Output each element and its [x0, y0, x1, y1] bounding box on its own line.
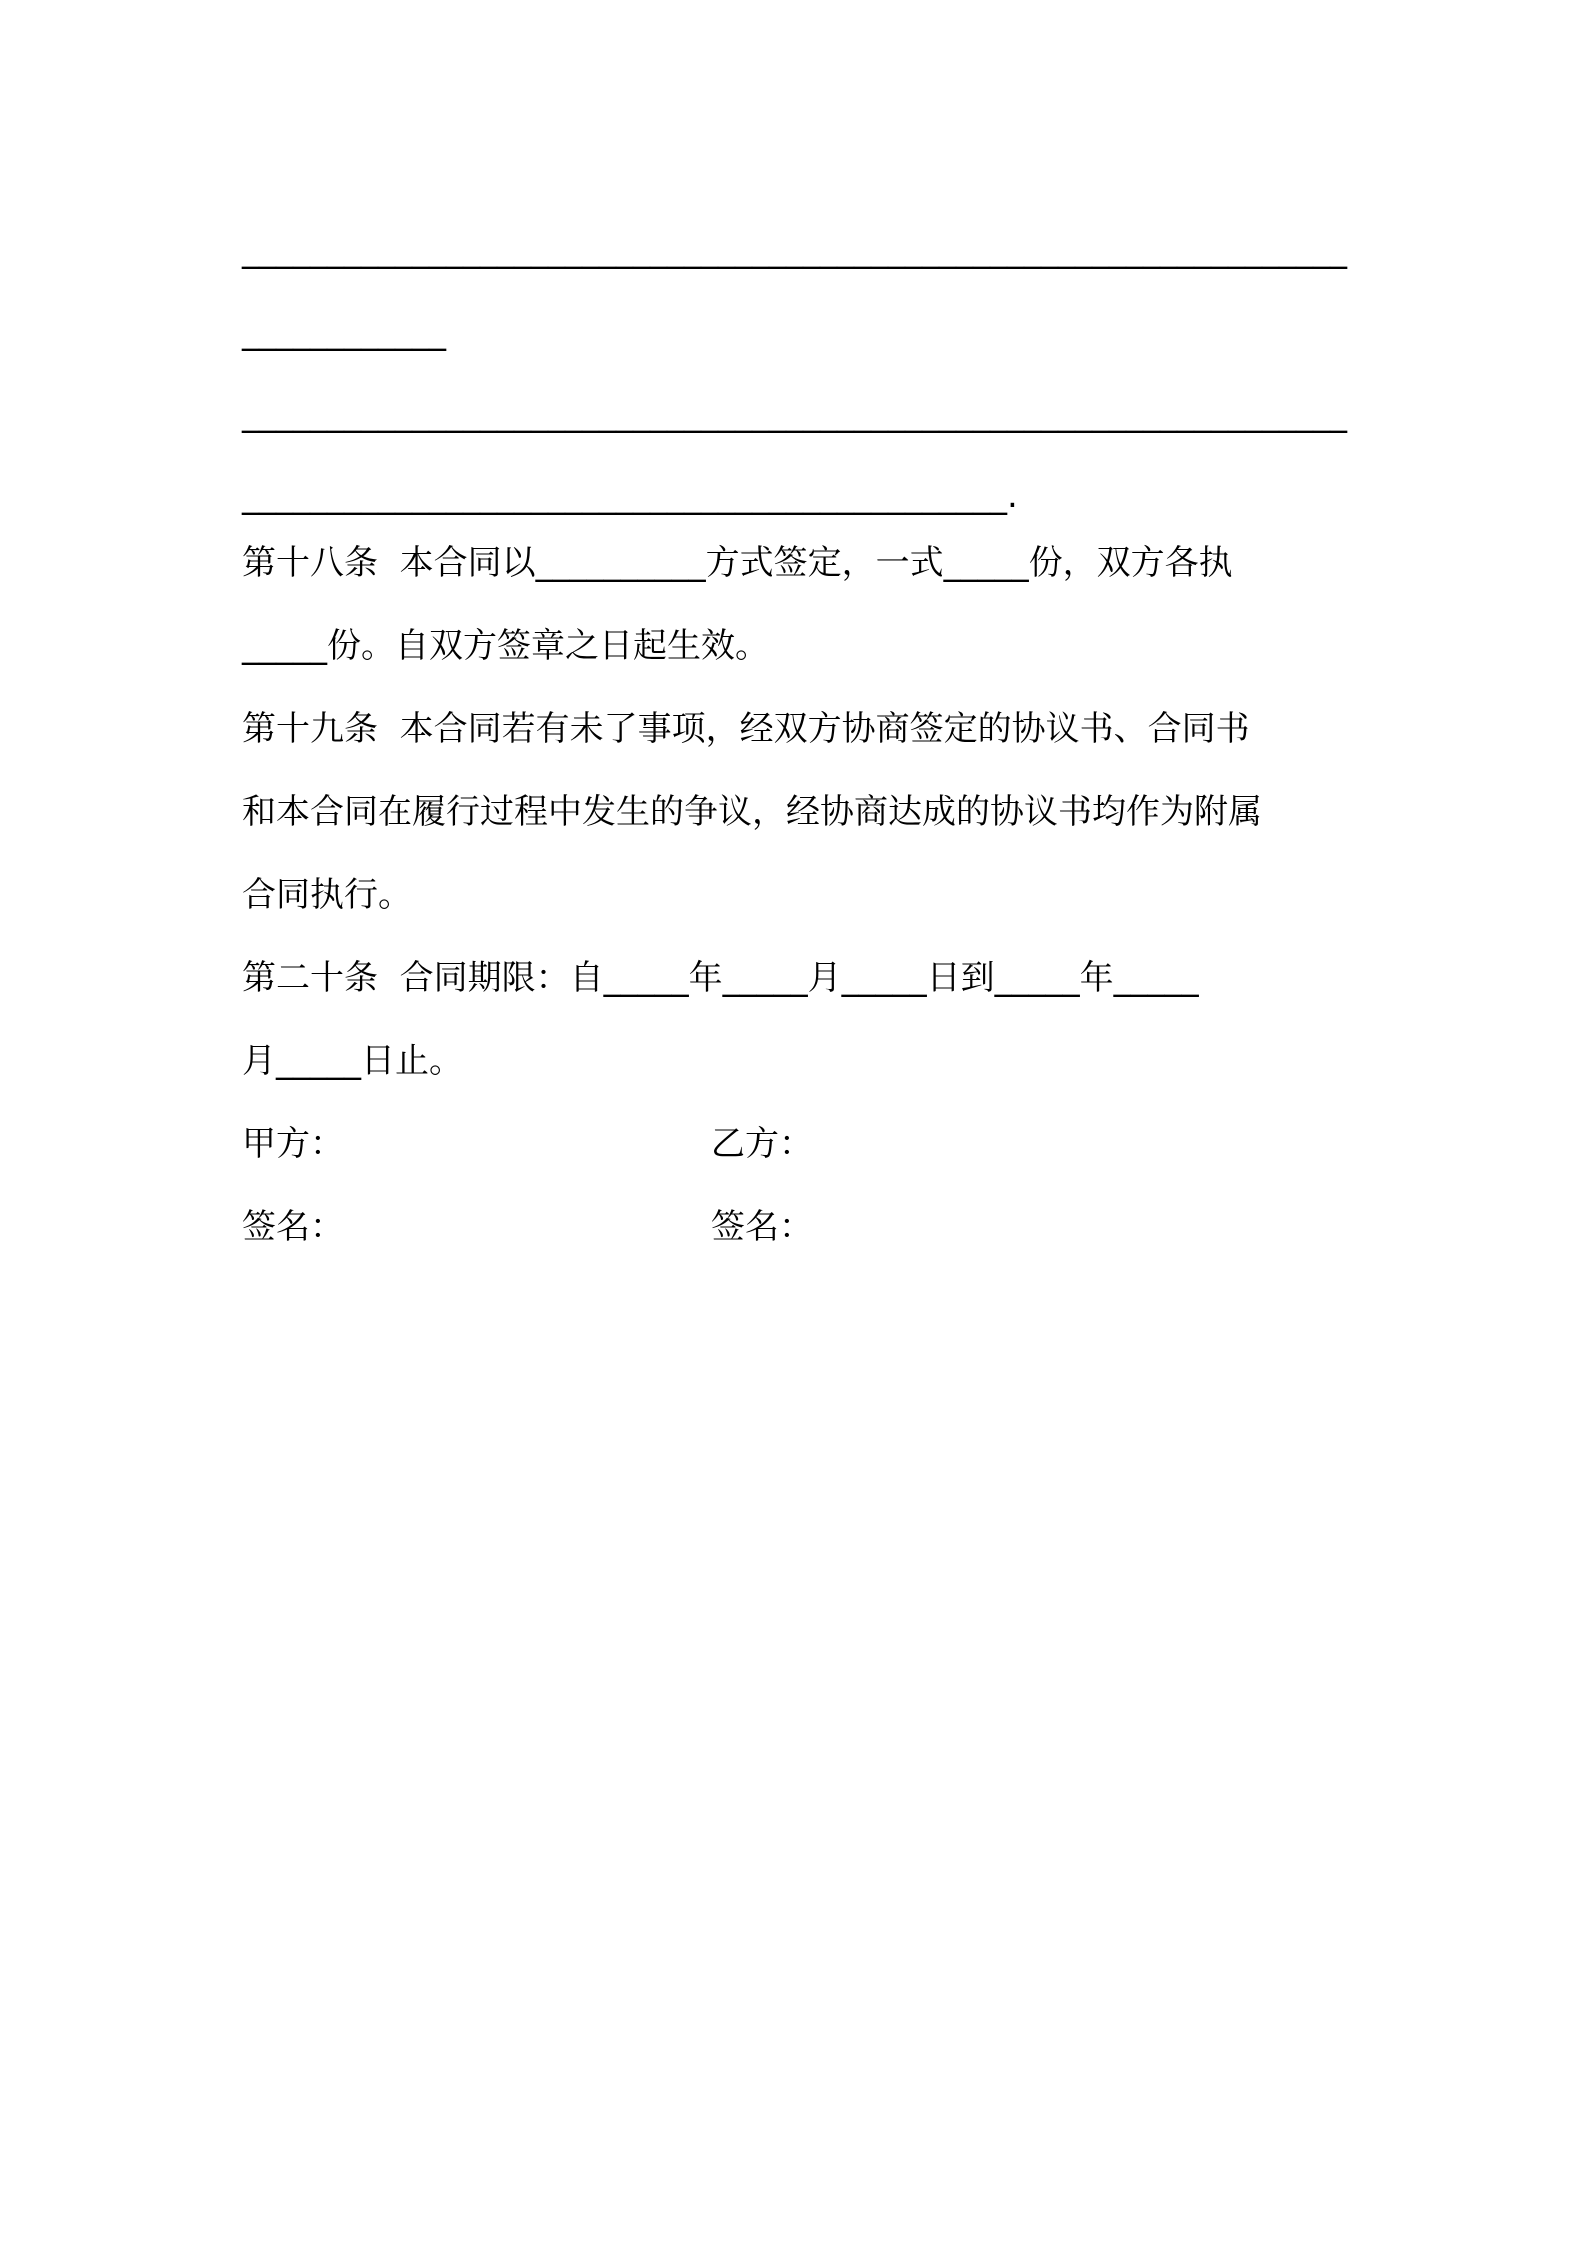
blank-line-3: _________________________________________________________________ — [242, 394, 1347, 434]
party-b-label: 乙方： — [711, 1124, 813, 1164]
blank-line-4: _____________________________________________. — [242, 476, 1018, 516]
signature-a-label: 签名： — [242, 1207, 344, 1247]
article-19-line-2: 和本合同在履行过程中发生的争议，经协商达成的协议书均作为附属 — [242, 792, 1262, 832]
article-20-line-1: 第二十条 合同期限：自_____年_____月_____日到_____年_____ — [242, 958, 1199, 998]
article-18-line-1: 第十八条 本合同以__________方式签定，一式_____份，双方各执 — [242, 543, 1233, 583]
article-18-line-2: _____份。自双方签章之日起生效。 — [242, 626, 769, 666]
blank-line-1: _________________________________________________________________ — [242, 230, 1347, 270]
blank-line-2: ____________ — [242, 312, 446, 352]
article-20-line-2: 月_____日止。 — [242, 1041, 463, 1081]
party-a-label: 甲方： — [242, 1124, 344, 1164]
signature-b-label: 签名： — [711, 1207, 813, 1247]
article-19-line-3: 合同执行。 — [242, 875, 412, 915]
article-19-line-1: 第十九条 本合同若有未了事项，经双方协商签定的协议书、合同书 — [242, 709, 1250, 749]
